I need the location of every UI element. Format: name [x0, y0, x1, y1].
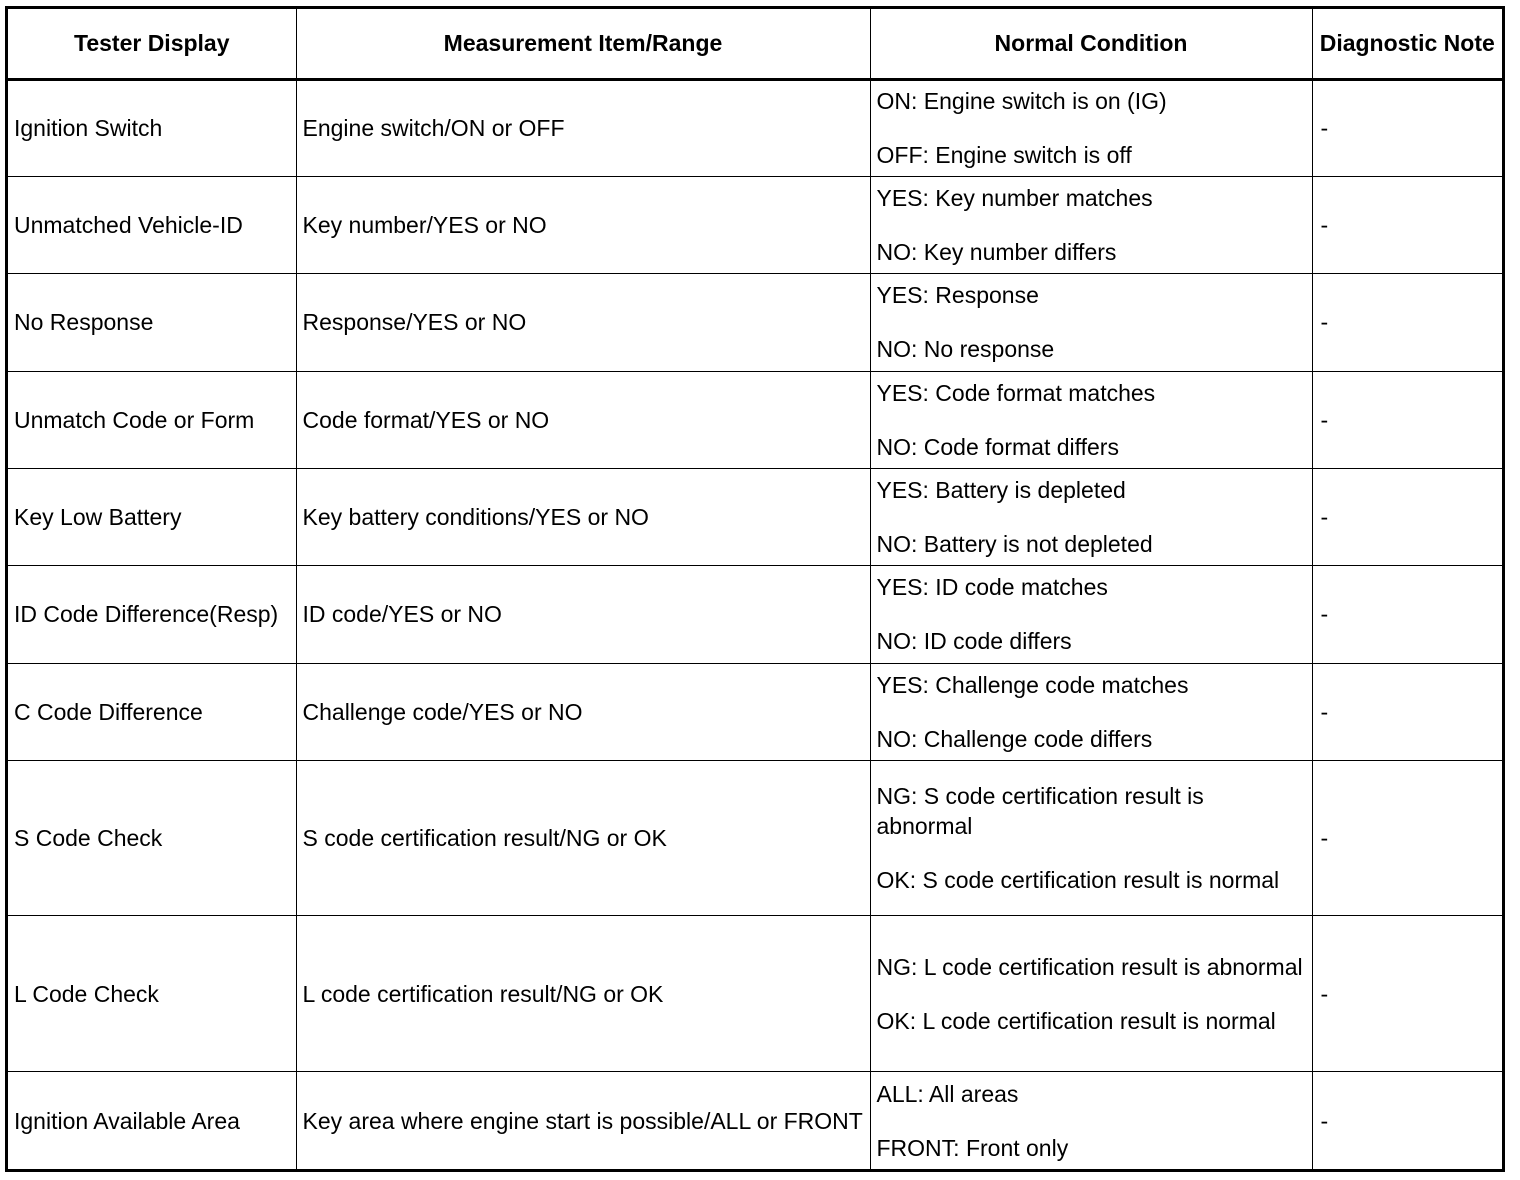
- table-body: [8, 79, 1502, 1169]
- table-row: [8, 176, 1502, 273]
- diagnostic-note-cell: -: [1312, 663, 1502, 760]
- table-header: [8, 9, 1502, 79]
- tester-display-cell: Ignition Switch: [8, 79, 296, 176]
- condition-line: YES: ID code matches: [876, 574, 1108, 601]
- normal-condition-cell: [870, 663, 1312, 760]
- measurement-cell: Key area where engine start is possible/ALL or FRONT: [296, 1072, 870, 1169]
- condition-line: NO: ID code differs: [876, 628, 1072, 655]
- normal-condition-cell: [870, 916, 1312, 1072]
- measurement-cell: Code format/YES or NO: [296, 371, 870, 468]
- table-row: [8, 566, 1502, 663]
- tester-display-cell: S Code Check: [8, 760, 296, 916]
- diagnostic-note-cell: -: [1312, 274, 1502, 371]
- normal-condition-cell: [870, 371, 1312, 468]
- tester-display-cell: Unmatch Code or Form: [8, 371, 296, 468]
- header-row: [8, 9, 1502, 79]
- normal-condition-cell: [870, 468, 1312, 565]
- normal-condition-cell: [870, 79, 1312, 176]
- header-diagnostic-note: Diagnostic Note: [1312, 9, 1502, 79]
- diagnostic-note-cell: -: [1312, 566, 1502, 663]
- table-row: [8, 79, 1502, 176]
- header-normal-condition: Normal Condition: [870, 9, 1312, 79]
- measurement-cell: Challenge code/YES or NO: [296, 663, 870, 760]
- normal-condition-cell: [870, 566, 1312, 663]
- condition-line: YES: Battery is depleted: [876, 477, 1126, 504]
- table-row: [8, 371, 1502, 468]
- diagnostic-note-cell: -: [1312, 1072, 1502, 1169]
- measurement-cell: S code certification result/NG or OK: [296, 760, 870, 916]
- diagnostic-note-cell: -: [1312, 468, 1502, 565]
- normal-condition-cell: [870, 1072, 1312, 1169]
- condition-line: NO: No response: [876, 336, 1055, 363]
- header-tester-display: Tester Display: [8, 9, 296, 79]
- diagnostic-note-cell: -: [1312, 176, 1502, 273]
- condition-line: OK: L code certification result is normal: [876, 1007, 1276, 1034]
- tester-display-cell: Key Low Battery: [8, 468, 296, 565]
- table-row: [8, 274, 1502, 371]
- condition-line: NO: Challenge code differs: [876, 725, 1153, 752]
- condition-line: YES: Challenge code matches: [876, 671, 1189, 698]
- table-row: [8, 663, 1502, 760]
- header-measurement: Measurement Item/Range: [296, 9, 870, 79]
- condition-line: NO: Code format differs: [876, 433, 1119, 460]
- condition-line: NG: S code certification result is abnormal: [876, 783, 1204, 840]
- condition-line: NO: Key number differs: [876, 239, 1117, 266]
- table-row: [8, 916, 1502, 1072]
- condition-line: FRONT: Front only: [876, 1134, 1069, 1161]
- measurement-cell: Key number/YES or NO: [296, 176, 870, 273]
- diagnostic-note-cell: -: [1312, 371, 1502, 468]
- normal-condition-cell: [870, 274, 1312, 371]
- tester-display-cell: Unmatched Vehicle-ID: [8, 176, 296, 273]
- condition-line: YES: Code format matches: [876, 379, 1156, 406]
- normal-condition-cell: [870, 760, 1312, 916]
- measurement-cell: L code certification result/NG or OK: [296, 916, 870, 1072]
- condition-line: YES: Key number matches: [876, 185, 1153, 212]
- condition-line: NO: Battery is not depleted: [876, 531, 1153, 558]
- tester-display-cell: L Code Check: [8, 916, 296, 1072]
- diagnostic-note-cell: -: [1312, 760, 1502, 916]
- measurement-cell: Engine switch/ON or OFF: [296, 79, 870, 176]
- diagnostic-note-cell: -: [1312, 79, 1502, 176]
- table-row: [8, 1072, 1502, 1169]
- table-row: [8, 468, 1502, 565]
- condition-line: OFF: Engine switch is off: [876, 142, 1132, 169]
- normal-condition-cell: [870, 176, 1312, 273]
- condition-line: ALL: All areas: [876, 1080, 1019, 1107]
- condition-line: OK: S code certification result is normal: [876, 867, 1280, 894]
- measurement-cell: ID code/YES or NO: [296, 566, 870, 663]
- data-list-table: [8, 9, 1502, 1169]
- data-list-table-frame: [5, 6, 1505, 1172]
- tester-display-cell: Ignition Available Area: [8, 1072, 296, 1169]
- condition-line: NG: L code certification result is abnormal: [876, 953, 1303, 980]
- diagnostic-note-cell: -: [1312, 916, 1502, 1072]
- tester-display-cell: ID Code Difference(Resp): [8, 566, 296, 663]
- condition-line: YES: Response: [876, 282, 1039, 309]
- measurement-cell: Response/YES or NO: [296, 274, 870, 371]
- condition-line: ON: Engine switch is on (IG): [876, 88, 1167, 115]
- tester-display-cell: C Code Difference: [8, 663, 296, 760]
- measurement-cell: Key battery conditions/YES or NO: [296, 468, 870, 565]
- table-row: [8, 760, 1502, 916]
- tester-display-cell: No Response: [8, 274, 296, 371]
